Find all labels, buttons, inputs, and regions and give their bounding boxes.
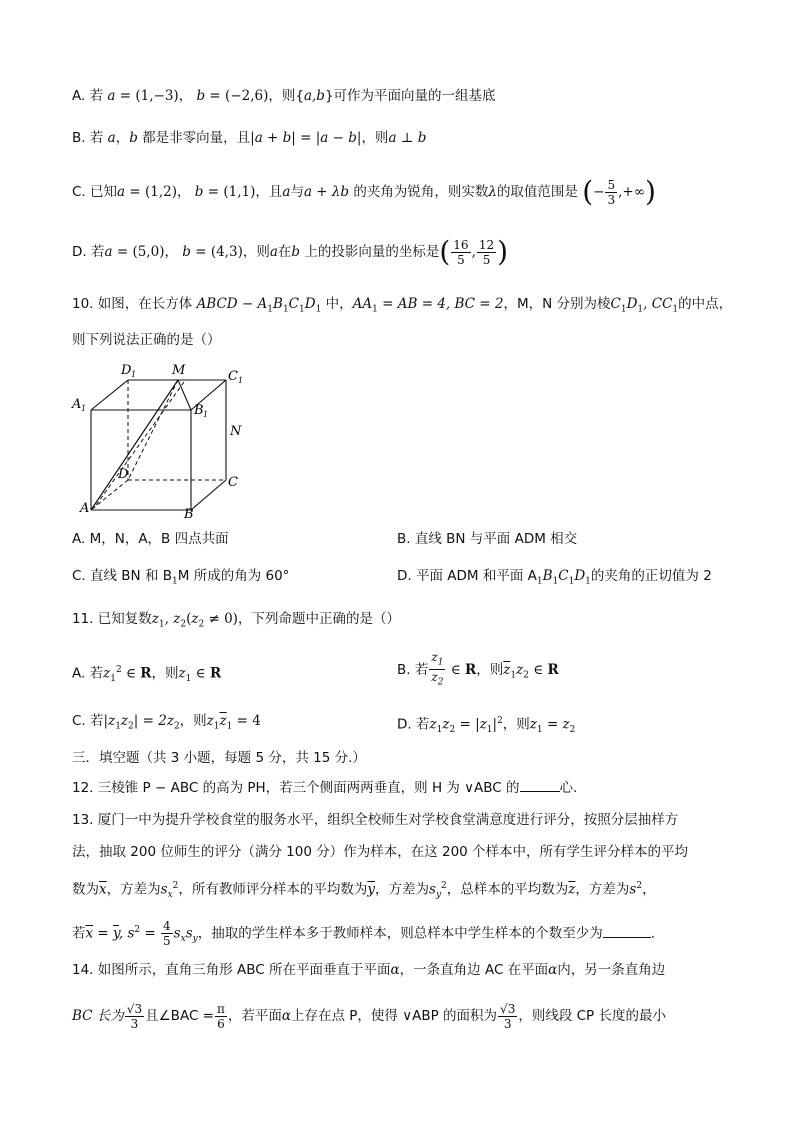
svg-text:B: B: [194, 403, 204, 418]
svg-text:A: A: [80, 501, 90, 516]
q14-line2: BC 长为 $\frac{√3}{3}$ 且∠BAC = $\frac{\pi}{6}$ ，若平面α上存在点 P，使得 ∨ABP 的面积为 $\frac{√3}{3}$ ，则线段 CP 长度的最小: [72, 1001, 666, 1031]
q10-stem-line2: 则下列说法正确的是（）: [72, 332, 221, 348]
q14-line1: 14. 如图所示，直角三角形 ABC 所在平面垂直于平面α，一条直角边 AC 在平面α内，另一条直角边: [72, 962, 666, 978]
q10-option-a: A. M，N，A，B 四点共面: [72, 531, 229, 547]
svg-text:M: M: [172, 363, 186, 378]
q11-option-b: B. 若 $\frac{z_1}{z_2}$ ∈ R，则$\overline{z}_1z_2$ ∈ R: [397, 650, 559, 688]
q11-option-a: A. 若$z_1^2$ ∈ R，则$z_1$ ∈ R: [72, 665, 222, 685]
q9-option-b: B. 若 a，b 都是非零向量，且|a + b| = |a − b|，则a ⊥ b: [72, 130, 427, 146]
svg-text:B: B: [184, 507, 194, 520]
cuboid-figure: [66, 360, 256, 520]
svg-text:C: C: [228, 369, 238, 384]
q9-option-a: A. 若 a = (1,−3)， b = (−2,6)，则{a,b}可作为平面向量的一组基底: [72, 88, 496, 104]
svg-text:A: A: [72, 397, 82, 412]
svg-text:D: D: [118, 467, 129, 482]
q9-option-c: C. 已知a = (1,2)， b = (1,1)，且a与a + λb 的夹角为锐角，则实数λ的取值范围是 (− $\frac{5}{3}$ ,+∞): [72, 175, 656, 208]
q11-option-d: D. 若$z_1z_2 = |z_1|^2$，则$z_1 = z_2$: [397, 716, 576, 736]
q13-line3: 数为$\overline{x}$，方差为$s_x^2$，所有教师评分样本的平均数为$\overline{y}$，方差为$s_y^2$，总样本的平均数为$\overline{z}$，方差为$s^2$，: [72, 881, 656, 901]
q10-option-c: C. 直线 BN 和 $B_1M$ 所成的角为 60°: [72, 568, 290, 587]
answer-blank: [603, 925, 651, 938]
svg-text:1: 1: [238, 376, 244, 385]
q12: 12. 三棱锥 P − ABC 的高为 PH，若三个侧面两两垂直，则 H 为 ∨ABC 的 心.: [72, 780, 578, 796]
q10-option-d: D. 平面 ADM 和平面 $A_1B_1C_1D_1$的夹角的正切值为 2: [397, 568, 712, 587]
q11-option-c: C. 若$|z_1z_2| = 2z_2$，则$z_1\overline{z}_1 = 4$: [72, 713, 261, 732]
q13-line2: 法，抽取 200 位师生的评分（满分 100 分）作为样本，在这 200 个样本中，所有学生评分样本的平均: [72, 844, 689, 860]
q9-option-d: D. 若a = (5,0)， b = (4,3)，则a在b 上的投影向量的坐标是( $\frac{16}{5}$ , $\frac{12}{5}$ ): [72, 235, 509, 268]
q13-line4: 若$\overline{x} = \overline{y}$, $s^2$ = $\frac{4}{5}$ $s_xs_y$，抽取的学生样本多于教师样本，则总样本中学生样本的个数至少为 .: [72, 919, 656, 948]
section-3-heading: 三．填空题（共 3 小题，每题 5 分，共 15 分.）: [72, 750, 366, 766]
q11-stem: 11. 已知复数$z_1$, $z_2(z_2 \ne 0)$，下列命题中正确的是（）: [72, 611, 400, 630]
svg-text:D: D: [121, 363, 132, 378]
svg-text:1: 1: [203, 410, 209, 419]
answer-blank: [520, 779, 560, 792]
svg-text:1: 1: [131, 370, 137, 379]
svg-text:C: C: [228, 475, 238, 490]
svg-text:N: N: [230, 424, 242, 439]
q10-option-b: B. 直线 BN 与平面 ADM 相交: [397, 531, 578, 547]
q13-line1: 13. 厦门一中为提升学校食堂的服务水平，组织全校师生对学校食堂满意度进行评分，按照分层抽样方: [72, 812, 679, 828]
q10-stem: 10. 如图，在长方体 ABCD − $A_1B_1C_1D_1$ 中，$AA_1$ = AB = 4, BC = 2，M，N 分别为棱$C_1D_1$, $CC_1$的中点，: [72, 296, 733, 315]
svg-text:1: 1: [81, 404, 87, 413]
